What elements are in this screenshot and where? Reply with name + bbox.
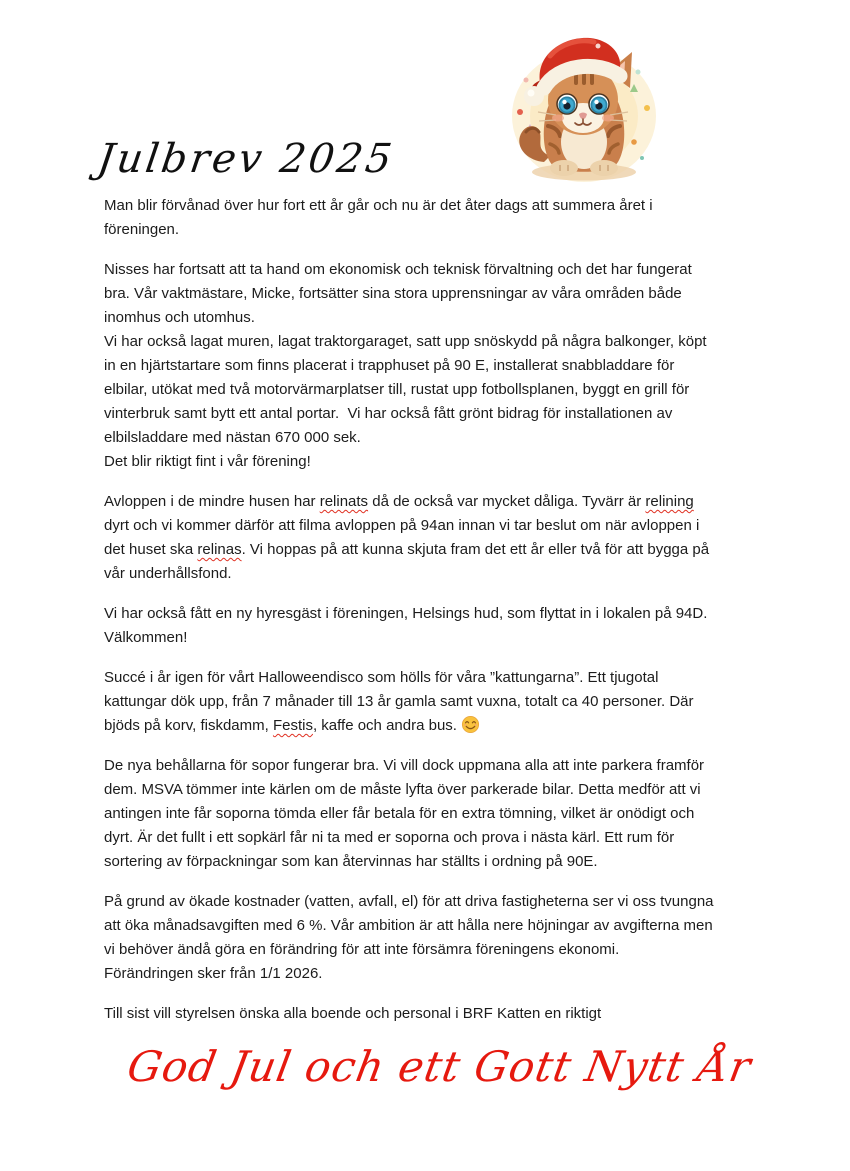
page-title-text: Julbrev 2025 bbox=[94, 136, 398, 182]
paragraph: Till sist vill styrelsen önska alla boende och personal i BRF Katten en riktigt bbox=[104, 1005, 602, 1022]
paragraph: Nisses har fortsatt att ta hand om ekonomisk och teknisk förvaltning och det har fungerat bra. Vår vaktmästare, Micke, fortsätter sina stora upprensningar av våra områden både inomhus och utomhus. Vi har också lagat muren, lagat traktorgaraget, satt upp snöskydd på några balkonger, köpt in en hjärtstartare som finns placerat i trapphuset på 90 E, installerat snabbladdare för elbilar, utökat med två motorvärmarplatser till, rustat upp fotbollsplanen, byggt en grill för vinterbruk samt bytt ett antal portar. Vi har också fått grönt bidrag för installationen av elbilsladdare med nästan 670 000 sek. Det blir riktigt fint i vår förening! bbox=[104, 261, 707, 470]
paragraph: De nya behållarna för sopor fungerar bra. Vi vill dock uppmana alla att inte parkera framför dem. MSVA tömmer inte kärlen om de måste lyfta över parkerade bilar. Detta medför att vi antingen inte får soporna tömda eller får betala för en extra tömning, vilket är onödigt och dyrt. Är det fullt i ett sopkärl får ni ta med er soporna och prova i nästa kärl. Ett rum för sortering av förpackningar som kan återvinnas har ställts i ordning på 90E. bbox=[104, 757, 705, 870]
kitten-santa-hat-image bbox=[506, 28, 660, 186]
paragraph: På grund av ökade kostnader (vatten, avfall, el) för att driva fastigheterna ser vi oss tvungna att öka månadsavgiften med 6 %. Vår ambition är att hålla nere höjningar av avgifterna men vi behöver ändå göra en förändring för att inte försämra föreningens ekonomi. Förändringen sker från 1/1 2026. bbox=[104, 893, 714, 982]
closing-greeting bbox=[14, 1042, 850, 1091]
paragraph: Avloppen i de mindre husen har relinats då de också var mycket dåliga. Tyvärr är relining dyrt och vi kommer därför att filma avloppen på 94an innan vi tar beslut om när avloppen i det huset ska relinas. Vi hoppas på att kunna skjuta fram det ett år eller två för att bygga på vår underhållsfond. bbox=[104, 493, 710, 582]
spellcheck-word: Festis bbox=[272, 717, 313, 734]
spellcheck-word: relinas bbox=[197, 541, 242, 558]
spellcheck-word: relinats bbox=[319, 493, 369, 510]
page-title bbox=[0, 136, 850, 182]
paragraph: Succé i år igen för vårt Halloweendisco som hölls för våra ”kattungarna”. Ett tjugotal kattungar dök upp, från 7 månader till 13 år gamla samt vuxna, totalt ca 40 personer. Där bjöds på korv, fiskdamm, Festis, kaffe och andra bus. bbox=[104, 669, 694, 734]
paragraph: Vi har också fått en ny hyresgäst i föreningen, Helsings hud, som flyttat in i lokalen på 94D. Välkommen! bbox=[104, 605, 708, 646]
smiling-face-emoji bbox=[461, 715, 480, 734]
spellcheck-word: relining bbox=[645, 493, 694, 510]
letter-body bbox=[104, 194, 820, 1026]
closing-greeting-text: God Jul och ett Gott Nytt År bbox=[123, 1042, 755, 1091]
paragraph: Man blir förvånad över hur fort ett år går och nu är det åter dags att summera året i föreningen. bbox=[104, 197, 653, 238]
